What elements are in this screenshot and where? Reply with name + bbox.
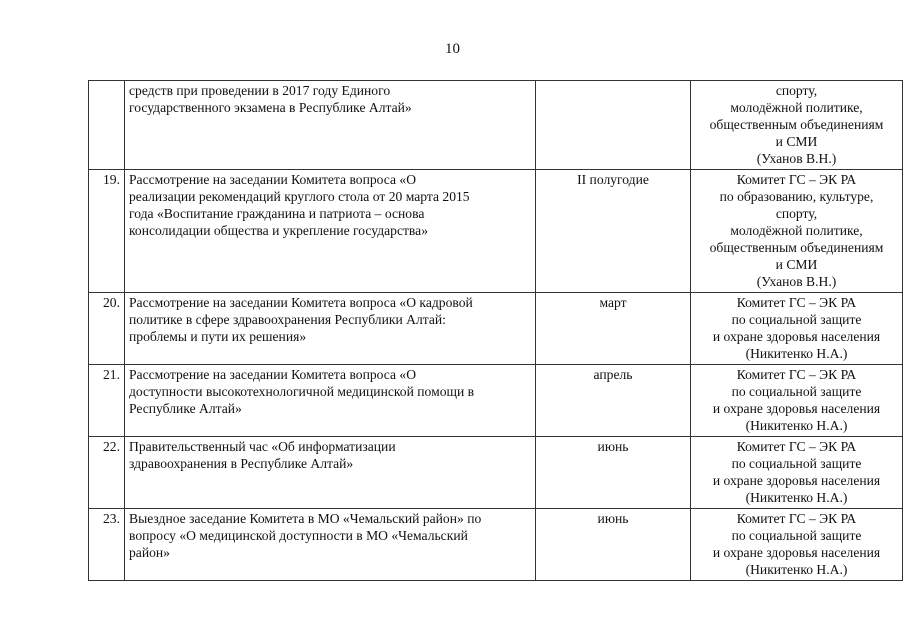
responsible-line: и охране здоровья населения — [712, 401, 881, 416]
description-line: года «Воспитание гражданина и патриота – основа — [129, 206, 425, 221]
responsible-line: Комитет ГС – ЭК РА — [736, 295, 857, 310]
responsible-line: Комитет ГС – ЭК РА — [736, 511, 857, 526]
description-line: доступности высокотехнологичной медицинской помощи в — [129, 384, 475, 399]
event-description — [125, 365, 536, 437]
responsible-party — [691, 81, 903, 170]
page-number: 10 — [445, 41, 460, 57]
event-description — [125, 81, 536, 170]
responsible-line: и охране здоровья населения — [712, 545, 881, 560]
table-row — [89, 81, 903, 170]
responsible-line: общественным объединениям — [709, 240, 884, 255]
row-number: 22. — [89, 437, 125, 509]
description-line: консолидации общества и укрепление государства» — [129, 223, 429, 238]
responsible-line: молодёжной политике, — [730, 100, 863, 115]
table-row — [89, 170, 903, 293]
event-description — [125, 293, 536, 365]
table-row — [89, 509, 903, 581]
event-term: март — [536, 293, 691, 365]
description-line: проблемы и пути их решения» — [129, 329, 307, 344]
event-description — [125, 437, 536, 509]
plan-table-body — [89, 81, 903, 581]
event-term — [536, 81, 691, 170]
description-line: политике в сфере здравоохранения Республики Алтай: — [129, 312, 446, 327]
responsible-party — [691, 365, 903, 437]
responsible-line: по социальной защите — [731, 456, 862, 471]
responsible-party — [691, 170, 903, 293]
event-term: июнь — [536, 509, 691, 581]
responsible-line: Комитет ГС – ЭК РА — [736, 367, 857, 382]
responsible-line: общественным объединениям — [709, 117, 884, 132]
responsible-line: (Уханов В.Н.) — [756, 151, 837, 166]
description-line: здравоохранения в Республике Алтай» — [129, 456, 354, 471]
event-description — [125, 170, 536, 293]
responsible-line: молодёжной политике, — [730, 223, 863, 238]
event-term: июнь — [536, 437, 691, 509]
description-line: вопросу «О медицинской доступности в МО «Чемальский — [129, 528, 468, 543]
row-number: 21. — [89, 365, 125, 437]
description-line: Рассмотрение на заседании Комитета вопроса «О — [129, 367, 417, 382]
responsible-party — [691, 293, 903, 365]
responsible-line: по образованию, культуре, — [719, 189, 874, 204]
responsible-line: и охране здоровья населения — [712, 329, 881, 344]
table-row — [89, 293, 903, 365]
description-line: район» — [129, 545, 170, 560]
row-number — [89, 81, 125, 170]
event-term: апрель — [536, 365, 691, 437]
responsible-line: (Никитенко Н.А.) — [745, 418, 848, 433]
row-number: 23. — [89, 509, 125, 581]
responsible-line: по социальной защите — [731, 384, 862, 399]
description-line: Выездное заседание Комитета в МО «Чемальский район» по — [129, 511, 482, 526]
responsible-line: спорту, — [775, 83, 818, 98]
responsible-line: (Никитенко Н.А.) — [745, 562, 848, 577]
responsible-party — [691, 509, 903, 581]
description-line: Правительственный час «Об информатизации — [129, 439, 396, 454]
responsible-line: и охране здоровья населения — [712, 473, 881, 488]
description-line: реализации рекомендаций круглого стола от 20 марта 2015 — [129, 189, 470, 204]
responsible-line: Комитет ГС – ЭК РА — [736, 439, 857, 454]
responsible-line: (Никитенко Н.А.) — [745, 490, 848, 505]
event-term: II полугодие — [536, 170, 691, 293]
responsible-line: и СМИ — [775, 134, 818, 149]
responsible-party — [691, 437, 903, 509]
responsible-line: (Никитенко Н.А.) — [745, 346, 848, 361]
responsible-line: по социальной защите — [731, 312, 862, 327]
responsible-line: по социальной защите — [731, 528, 862, 543]
event-description — [125, 509, 536, 581]
description-line: Рассмотрение на заседании Комитета вопроса «О — [129, 172, 417, 187]
responsible-line: и СМИ — [775, 257, 818, 272]
responsible-line: спорту, — [775, 206, 818, 221]
responsible-line: Комитет ГС – ЭК РА — [736, 172, 857, 187]
description-line: Рассмотрение на заседании Комитета вопроса «О кадровой — [129, 295, 473, 310]
row-number: 19. — [89, 170, 125, 293]
plan-table — [88, 80, 903, 581]
description-line: государственного экзамена в Республике Алтай» — [129, 100, 412, 115]
description-line: Республике Алтай» — [129, 401, 242, 416]
responsible-line: (Уханов В.Н.) — [756, 274, 837, 289]
table-row — [89, 437, 903, 509]
table-row — [89, 365, 903, 437]
row-number: 20. — [89, 293, 125, 365]
description-line: средств при проведении в 2017 году Единого — [129, 83, 391, 98]
